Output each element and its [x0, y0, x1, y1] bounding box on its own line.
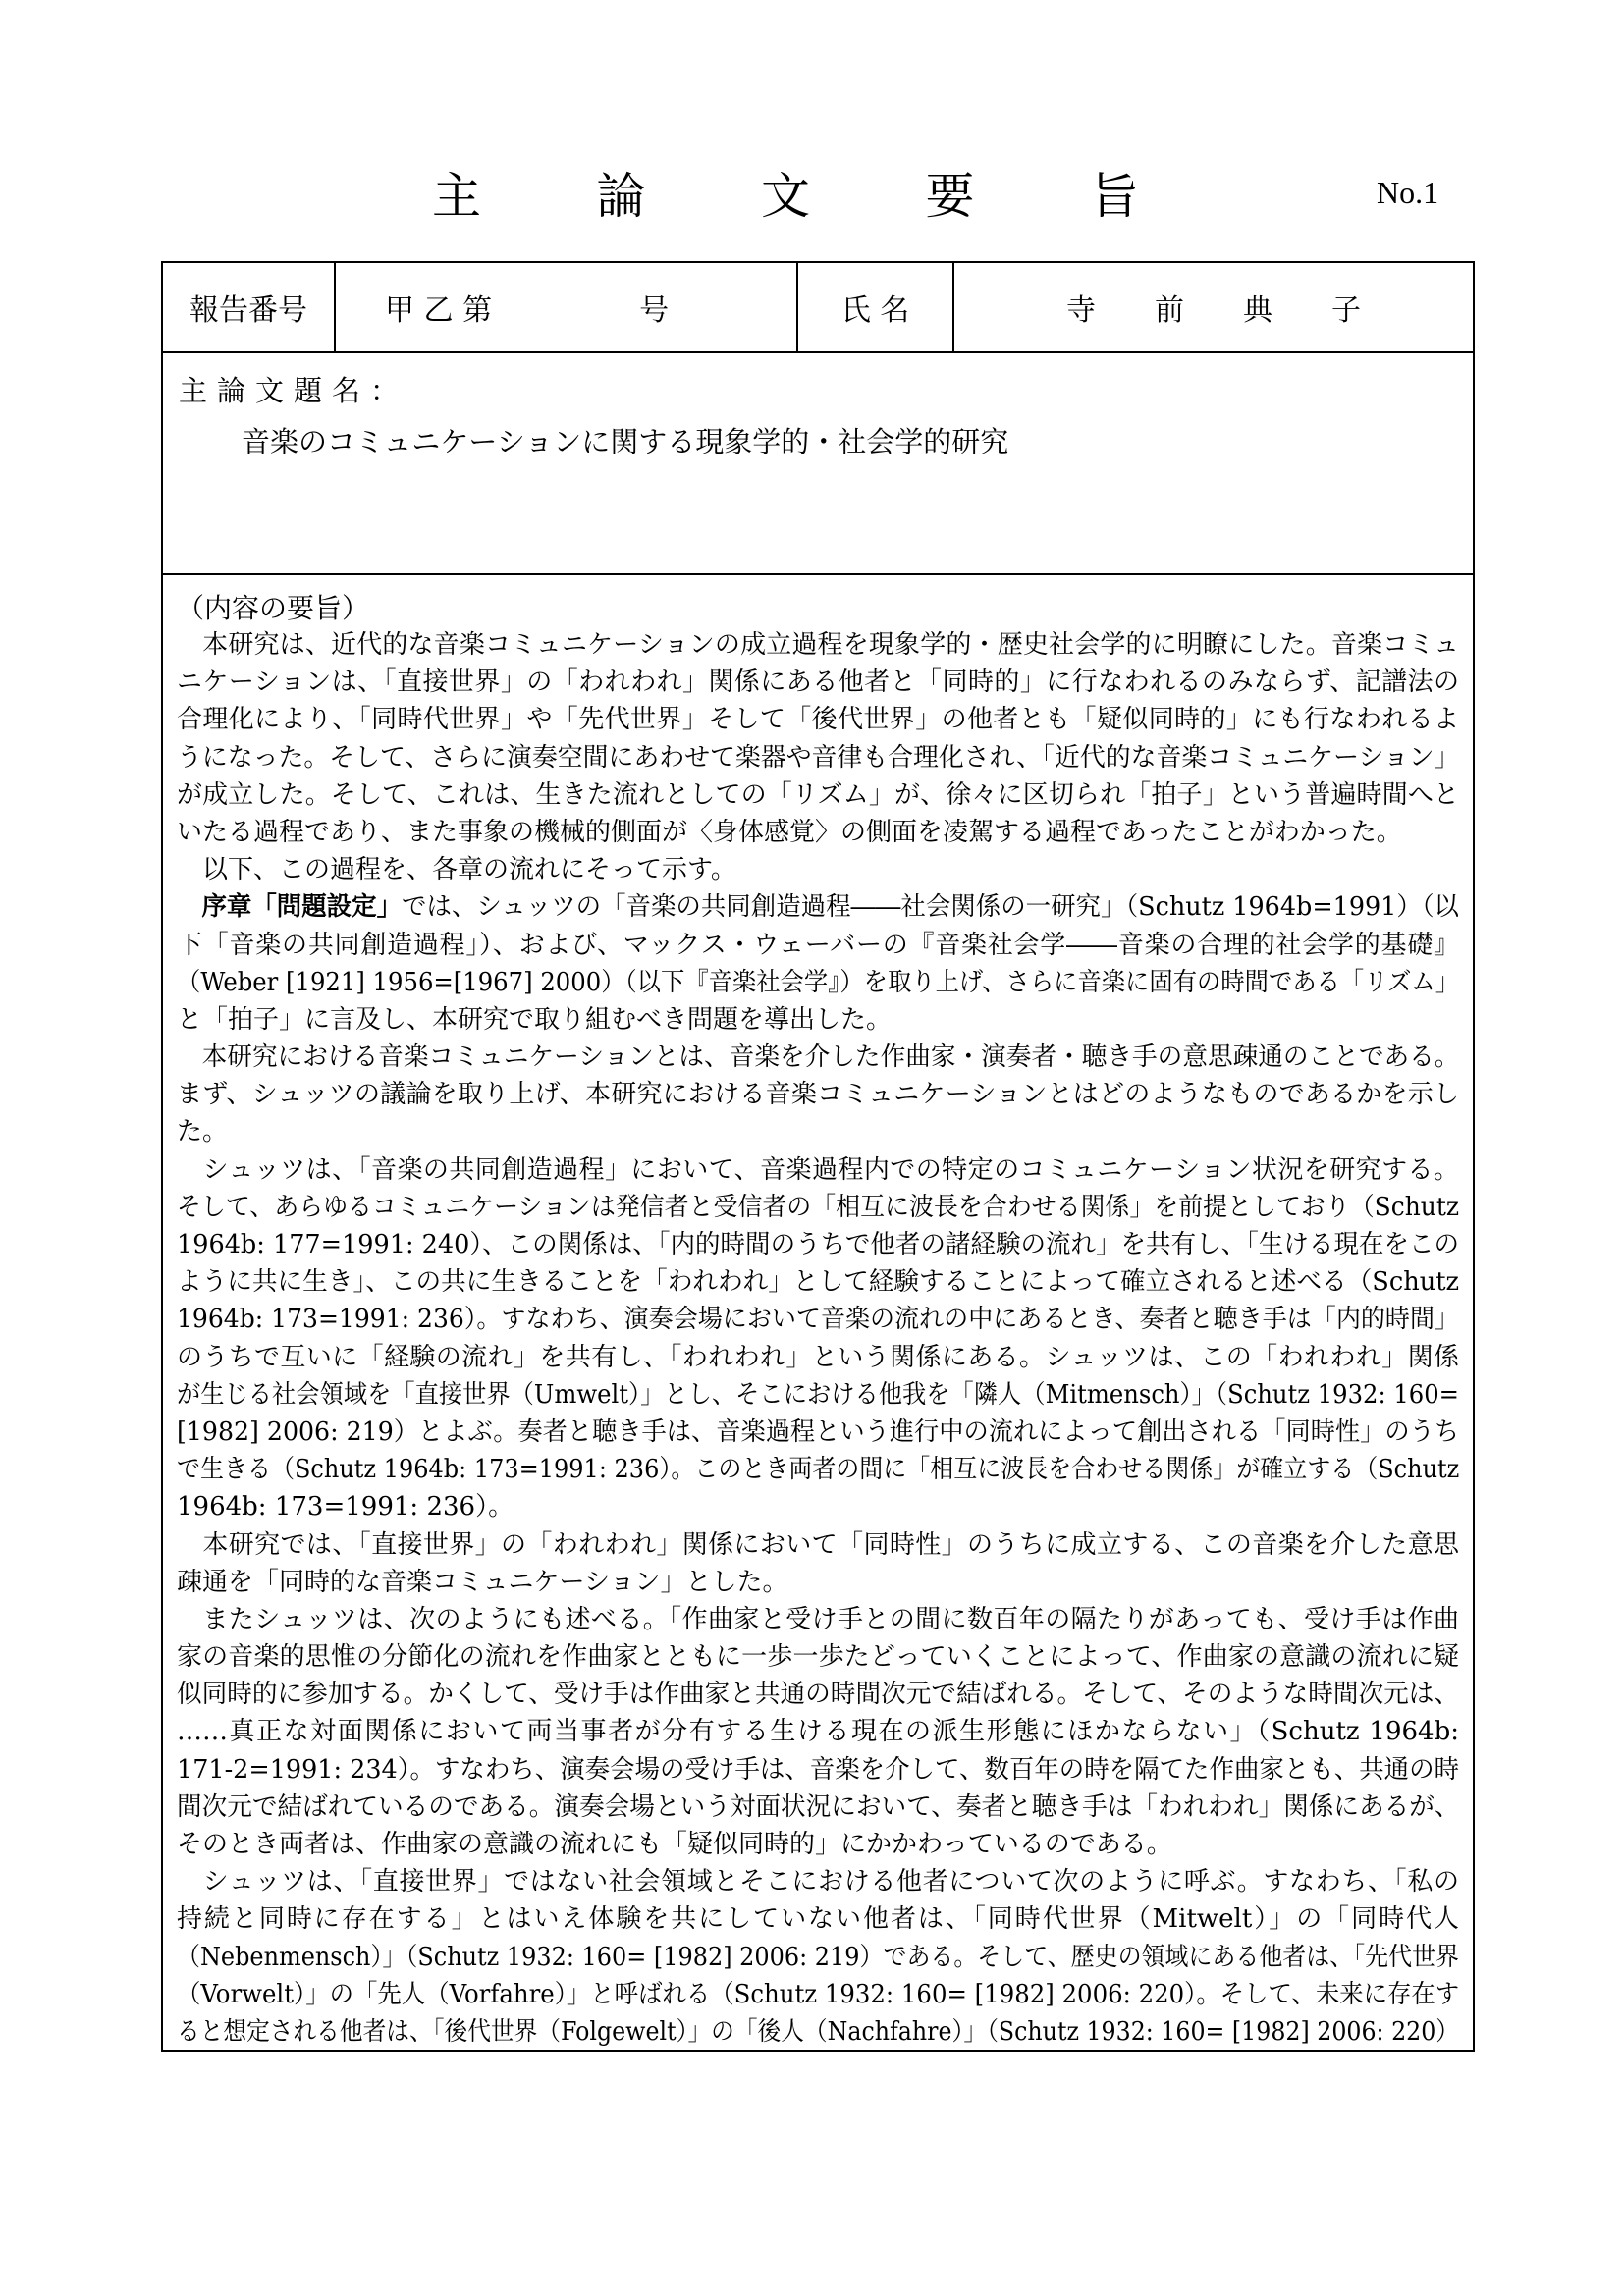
- summary-line: [177, 1638, 1459, 1676]
- summary-line: [177, 1039, 1459, 1076]
- summary-line: [177, 1263, 1459, 1301]
- line-text: ると想定される他者は、「後代世界（Folgewelt）」の「後人（Nachfahre）」（Schutz 1932: 160= [1982] 2006: 220）: [177, 2016, 1459, 2047]
- summary-line: [177, 964, 1459, 1001]
- summary-line: [177, 1601, 1459, 1638]
- line-text: が成立した。そして、これは、生きた流れとしての「リズム」が、徐々に区切られ「拍子」という普遍時間へと: [177, 779, 1459, 810]
- line-text: 合理化により、「同時代世界」や「先代世界」そして「後代世界」の他者とも「疑似同時的」にも行なわれるよ: [177, 705, 1459, 735]
- name-label: 氏 名: [798, 263, 954, 351]
- summary-line: [177, 1301, 1459, 1338]
- title-char: 論: [596, 168, 646, 225]
- summary-line: [177, 1451, 1459, 1488]
- summary-line: [177, 1900, 1459, 1938]
- line-text: で生きる（Schutz 1964b: 173=1991: 236）。このとき両者の間に「相互に波長を合わせる関係」が確立する（Schutz: [177, 1455, 1460, 1485]
- summary-line: [177, 1113, 1459, 1150]
- title-char: 主: [432, 168, 481, 225]
- page-title: [432, 157, 1139, 228]
- line-text: （Weber [1921] 1956=[1967] 2000）（以下『音楽社会学』）を取り上げ、さらに音楽に固有の時間である「リズム」: [177, 967, 1459, 997]
- line-text: ように共に生き」、この共に生きることを「われわれ」として経験することによって確立されると述べる（Schutz: [177, 1267, 1460, 1298]
- summary-body: [177, 587, 1459, 2051]
- report-number-value: 甲 乙 第 号: [336, 263, 798, 351]
- line-text: ……真正な対面関係において両当事者が分有する生ける現在の派生形態にほかならない」（Schutz 1964b:: [177, 1717, 1459, 1747]
- page-number: No.1: [1377, 175, 1439, 210]
- line-text: が生じる社会領域を「直接世界（Umwelt）」とし、そこにおける他我を「隣人（Mitmensch）」（Schutz 1932: 160=: [177, 1379, 1459, 1410]
- summary-line: [177, 888, 1459, 926]
- line-text: そして、あらゆるコミュニケーションは発信者と受信者の「相互に波長を合わせる関係」を前提としており（Schutz: [177, 1192, 1459, 1222]
- summary-line: [177, 1076, 1459, 1113]
- summary-line: [177, 1564, 1459, 1601]
- summary-line: [177, 814, 1459, 851]
- line-text: 以下、この過程を、各章の流れにそって示す。: [177, 855, 736, 885]
- line-text: （Vorwelt）」の「先人（Vorfahre）」と呼ばれる（Schutz 1932: 160= [1982] 2006: 220）。そして、未来に存在す: [177, 1979, 1460, 2009]
- line-text: まず、シュッツの議論を取り上げ、本研究における音楽コミュニケーションとはどのようなものであるかを示し: [177, 1080, 1459, 1110]
- summary-line: [177, 1151, 1459, 1189]
- summary-line: [177, 927, 1459, 964]
- summary-line: [177, 1376, 1459, 1414]
- report-number-label: 報告番号: [163, 263, 336, 351]
- summary-line: [177, 1488, 1459, 1525]
- summary-line: [177, 1676, 1459, 1713]
- report-row: [163, 263, 1473, 353]
- summary-form: [161, 261, 1475, 2052]
- summary-line: [177, 739, 1459, 776]
- summary-lines: [177, 626, 1459, 2051]
- chapter-heading: 序章「問題設定」: [177, 892, 403, 923]
- line-text: た。: [177, 1117, 229, 1148]
- summary-line: [177, 1526, 1459, 1564]
- line-text: のうちで互いに「経験の流れ」を共有し、「われわれ」という関係にある。シュッツは、この「われわれ」関係: [177, 1342, 1459, 1372]
- summary-line: [177, 1751, 1459, 1789]
- line-text: 本研究における音楽コミュニケーションとは、音楽を介した作曲家・演奏者・聴き手の意思疎通のことである。: [177, 1042, 1460, 1073]
- line-text: 1964b: 173=1991: 236）。すなわち、演奏会場において音楽の流れの中にあるとき、奏者と聴き手は「内的時間」: [177, 1305, 1460, 1335]
- summary-line: [177, 1863, 1459, 1900]
- title-char: 文: [761, 168, 810, 225]
- summary-line: [177, 1939, 1459, 1976]
- line-text: では、シュッツの「音楽の共同創造過程――社会関係の一研究」（Schutz 1964b=1991）（以: [402, 892, 1459, 923]
- line-text: 下「音楽の共同創造過程」）、および、マックス・ウェーバーの『音楽社会学――音楽の合理的社会学的基礎』: [177, 930, 1459, 960]
- thesis-title-row: [163, 351, 1473, 575]
- line-text: [1982] 2006: 219）とよぶ。奏者と聴き手は、音楽過程という進行中の流れによって創出される「同時性」のうち: [177, 1416, 1460, 1447]
- summary-line: [177, 1189, 1459, 1226]
- summary-line: [177, 1976, 1459, 2013]
- summary-line: [177, 1713, 1459, 1750]
- summary-line: [177, 626, 1459, 664]
- line-text: いたる過程であり、また事象の機械的側面が〈身体感覚〉の側面を凌駕する過程であったことがわかった。: [177, 817, 1402, 847]
- thesis-title-label: 主論文題名：: [179, 374, 409, 407]
- summary-line: [177, 664, 1459, 701]
- line-text: ニケーションは、「直接世界」の「われわれ」関係にある他者と「同時的」に行なわれるのみならず、記譜法の: [177, 667, 1459, 698]
- summary-line: [177, 776, 1459, 814]
- summary-line: [177, 1001, 1459, 1039]
- summary-line: [177, 1226, 1459, 1263]
- line-text: 似同時的に参加する。かくして、受け手は作曲家と共通の時間次元で結ばれる。そして、そのような時間次元は、: [177, 1680, 1459, 1710]
- line-text: （Nebenmensch）」（Schutz 1932: 160= [1982] 2006: 219）である。そして、歴史の領域にある他者は、「先代世界: [177, 1942, 1459, 1972]
- line-text: 間次元で結ばれているのである。演奏会場という対面状況において、奏者と聴き手は「われわれ」関係にあるが、: [177, 1791, 1460, 1822]
- summary-line: [177, 1339, 1459, 1376]
- line-text: 本研究では、「直接世界」の「われわれ」関係において「同時性」のうちに成立する、この音楽を介した意思: [177, 1529, 1459, 1560]
- line-text: 171-2=1991: 234）。すなわち、演奏会場の受け手は、音楽を介して、数百年の時を隔てた作曲家とも、共通の時: [177, 1754, 1460, 1785]
- summary-line: [177, 851, 1459, 888]
- summary-line: [177, 1414, 1459, 1451]
- line-text: と「拍子」に言及し、本研究で取り組むべき問題を導出した。: [177, 1004, 893, 1035]
- line-text: 1964b: 173=1991: 236）。: [177, 1492, 514, 1522]
- line-text: 持続と同時に存在する」とはいえ体験を共にしていない他者は、「同時代世界（Mitwelt）」の「同時代人: [177, 1904, 1459, 1935]
- title-char: 旨: [1090, 168, 1139, 225]
- line-text: シュッツは、「音楽の共同創造過程」において、音楽過程内での特定のコミュニケーション状況を研究する。: [177, 1154, 1459, 1185]
- summary-line: [177, 1789, 1459, 1826]
- title-char: 要: [925, 168, 975, 225]
- line-text: 疎通を「同時的な音楽コミュニケーション」とした。: [177, 1567, 788, 1597]
- line-text: うになった。そして、さらに演奏空間にあわせて楽器や音律も合理化され、「近代的な音楽コミュニケーション」: [177, 742, 1460, 773]
- line-text: 家の音楽的思惟の分節化の流れを作曲家とともに一歩一歩たどっていくことによって、作曲家の意識の流れに疑: [177, 1642, 1459, 1673]
- thesis-title: 音楽のコミュニケーションに関する現象学的・社会学的研究: [242, 425, 1009, 458]
- line-text: 1964b: 177=1991: 240）、この関係は、「内的時間のうちで他者の諸経験の流れ」を共有し、「生ける現在をこの: [177, 1230, 1459, 1259]
- name-value: 寺 前 典 子: [1066, 294, 1361, 328]
- line-text: そのとき両者は、作曲家の意識の流れにも「疑似同時的」にかかわっているのである。: [177, 1830, 1172, 1859]
- summary-heading: （内容の要旨）: [177, 592, 370, 624]
- summary-line: [177, 701, 1459, 738]
- line-text: シュッツは、「直接世界」ではない社会領域とそこにおける他者について次のように呼ぶ。すなわち、「私の: [177, 1867, 1459, 1897]
- summary-line: [177, 2013, 1459, 2051]
- summary-line: [177, 1826, 1459, 1863]
- line-text: またシュッツは、次のようにも述べる。「作曲家と受け手との間に数百年の隔たりがあっても、受け手は作曲: [177, 1604, 1459, 1634]
- line-text: 本研究は、近代的な音楽コミュニケーションの成立過程を現象学的・歴史社会学的に明瞭にした。音楽コミュ: [177, 630, 1459, 660]
